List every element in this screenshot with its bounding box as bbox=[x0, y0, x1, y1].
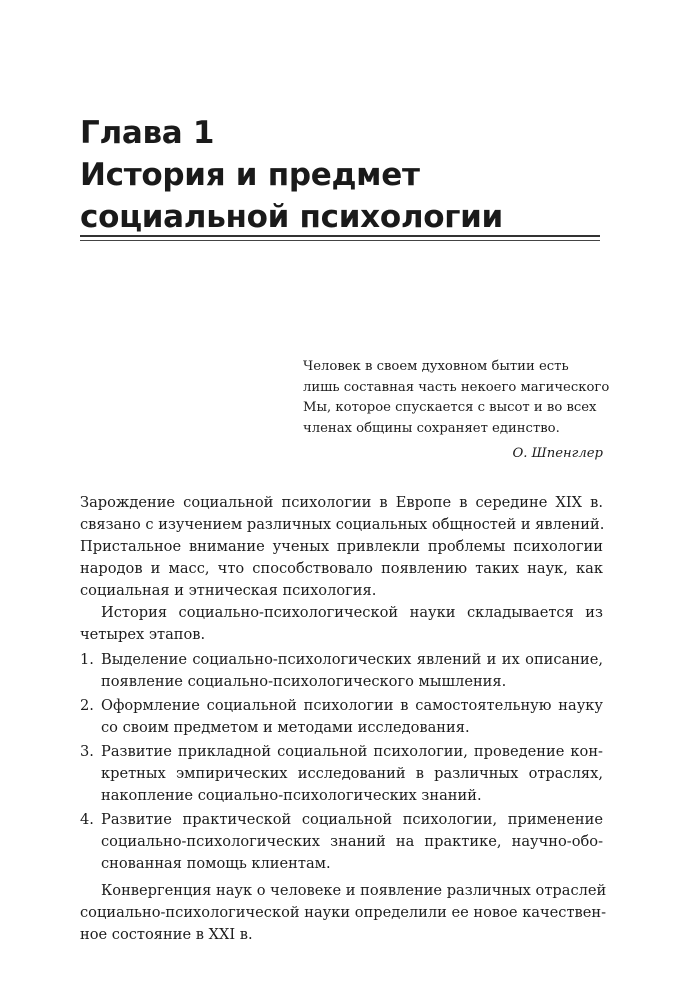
text-line: Оформление социальной психологии в самостоятельную науку bbox=[101, 697, 603, 714]
text-line: четырех этапов. bbox=[80, 626, 206, 643]
text-line: социально-психологической науки определили ее новое качествен- bbox=[80, 904, 607, 921]
text-line: Развитие практической социальной психологии, применение bbox=[101, 811, 603, 828]
text-line: Выделение социально-психологических явлений и их описание, bbox=[101, 651, 603, 668]
text-line: ное состояние в XXI в. bbox=[80, 926, 253, 943]
stages-list bbox=[80, 649, 603, 875]
list-item-number: 1. bbox=[80, 651, 94, 668]
chapter-heading bbox=[80, 112, 605, 238]
epigraph-line: лишь составная часть некоего магического bbox=[303, 379, 610, 395]
chapter-title-line: История и предмет bbox=[80, 157, 420, 193]
text-line: снованная помощь клиентам. bbox=[101, 855, 331, 872]
epigraph-line: членах общины сохраняет единство. bbox=[303, 420, 560, 436]
heading-rule-thin bbox=[80, 240, 600, 241]
text-line: социальная и этническая психология. bbox=[80, 582, 377, 599]
text-line: социально-психологических знаний на практике, научно-обо- bbox=[101, 833, 603, 850]
stages-intro-paragraph bbox=[80, 602, 603, 646]
list-item bbox=[80, 741, 603, 807]
text-line: накопление социально-психологических знаний. bbox=[101, 787, 482, 804]
text-line: появление социально-психологического мышления. bbox=[101, 673, 507, 690]
text-line: со своим предметом и методами исследования. bbox=[101, 719, 470, 736]
text-line: народов и масс, что способствовало появлению таких наук, как bbox=[80, 560, 603, 577]
text-line: Развитие прикладной социальной психологии, проведение кон- bbox=[101, 743, 603, 760]
epigraph-author: О. Шпенглер bbox=[512, 446, 603, 461]
chapter-number: Глава 1 bbox=[80, 115, 215, 151]
conclusion-paragraph bbox=[80, 880, 607, 946]
text-line: История социально-психологической науки складывается из bbox=[101, 604, 603, 621]
text-line: Конвергенция наук о человеке и появление различных отраслей bbox=[101, 882, 607, 899]
chapter-title-line: социальной психологии bbox=[80, 199, 503, 235]
body-text bbox=[80, 492, 607, 946]
heading-rule-thick bbox=[80, 235, 600, 237]
text-line: Пристальное внимание ученых привлекли проблемы психологии bbox=[80, 538, 603, 555]
list-item bbox=[80, 809, 603, 875]
epigraph bbox=[303, 357, 610, 465]
list-item bbox=[80, 695, 603, 739]
list-item-number: 4. bbox=[80, 811, 94, 828]
text-line: связано с изучением различных социальных общностей и явлений. bbox=[80, 516, 605, 533]
text-line: кретных эмпирических исследований в различных отраслях, bbox=[101, 765, 603, 782]
list-item-number: 3. bbox=[80, 743, 94, 760]
list-item-number: 2. bbox=[80, 697, 94, 714]
list-item bbox=[80, 649, 603, 693]
epigraph-line: Мы, которое спускается с высот и во всех bbox=[303, 400, 597, 415]
epigraph-line: Человек в своем духовном бытии есть bbox=[303, 359, 569, 374]
intro-paragraph bbox=[80, 492, 603, 602]
text-line: Зарождение социальной психологии в Европе в середине XIX в. bbox=[80, 494, 603, 511]
